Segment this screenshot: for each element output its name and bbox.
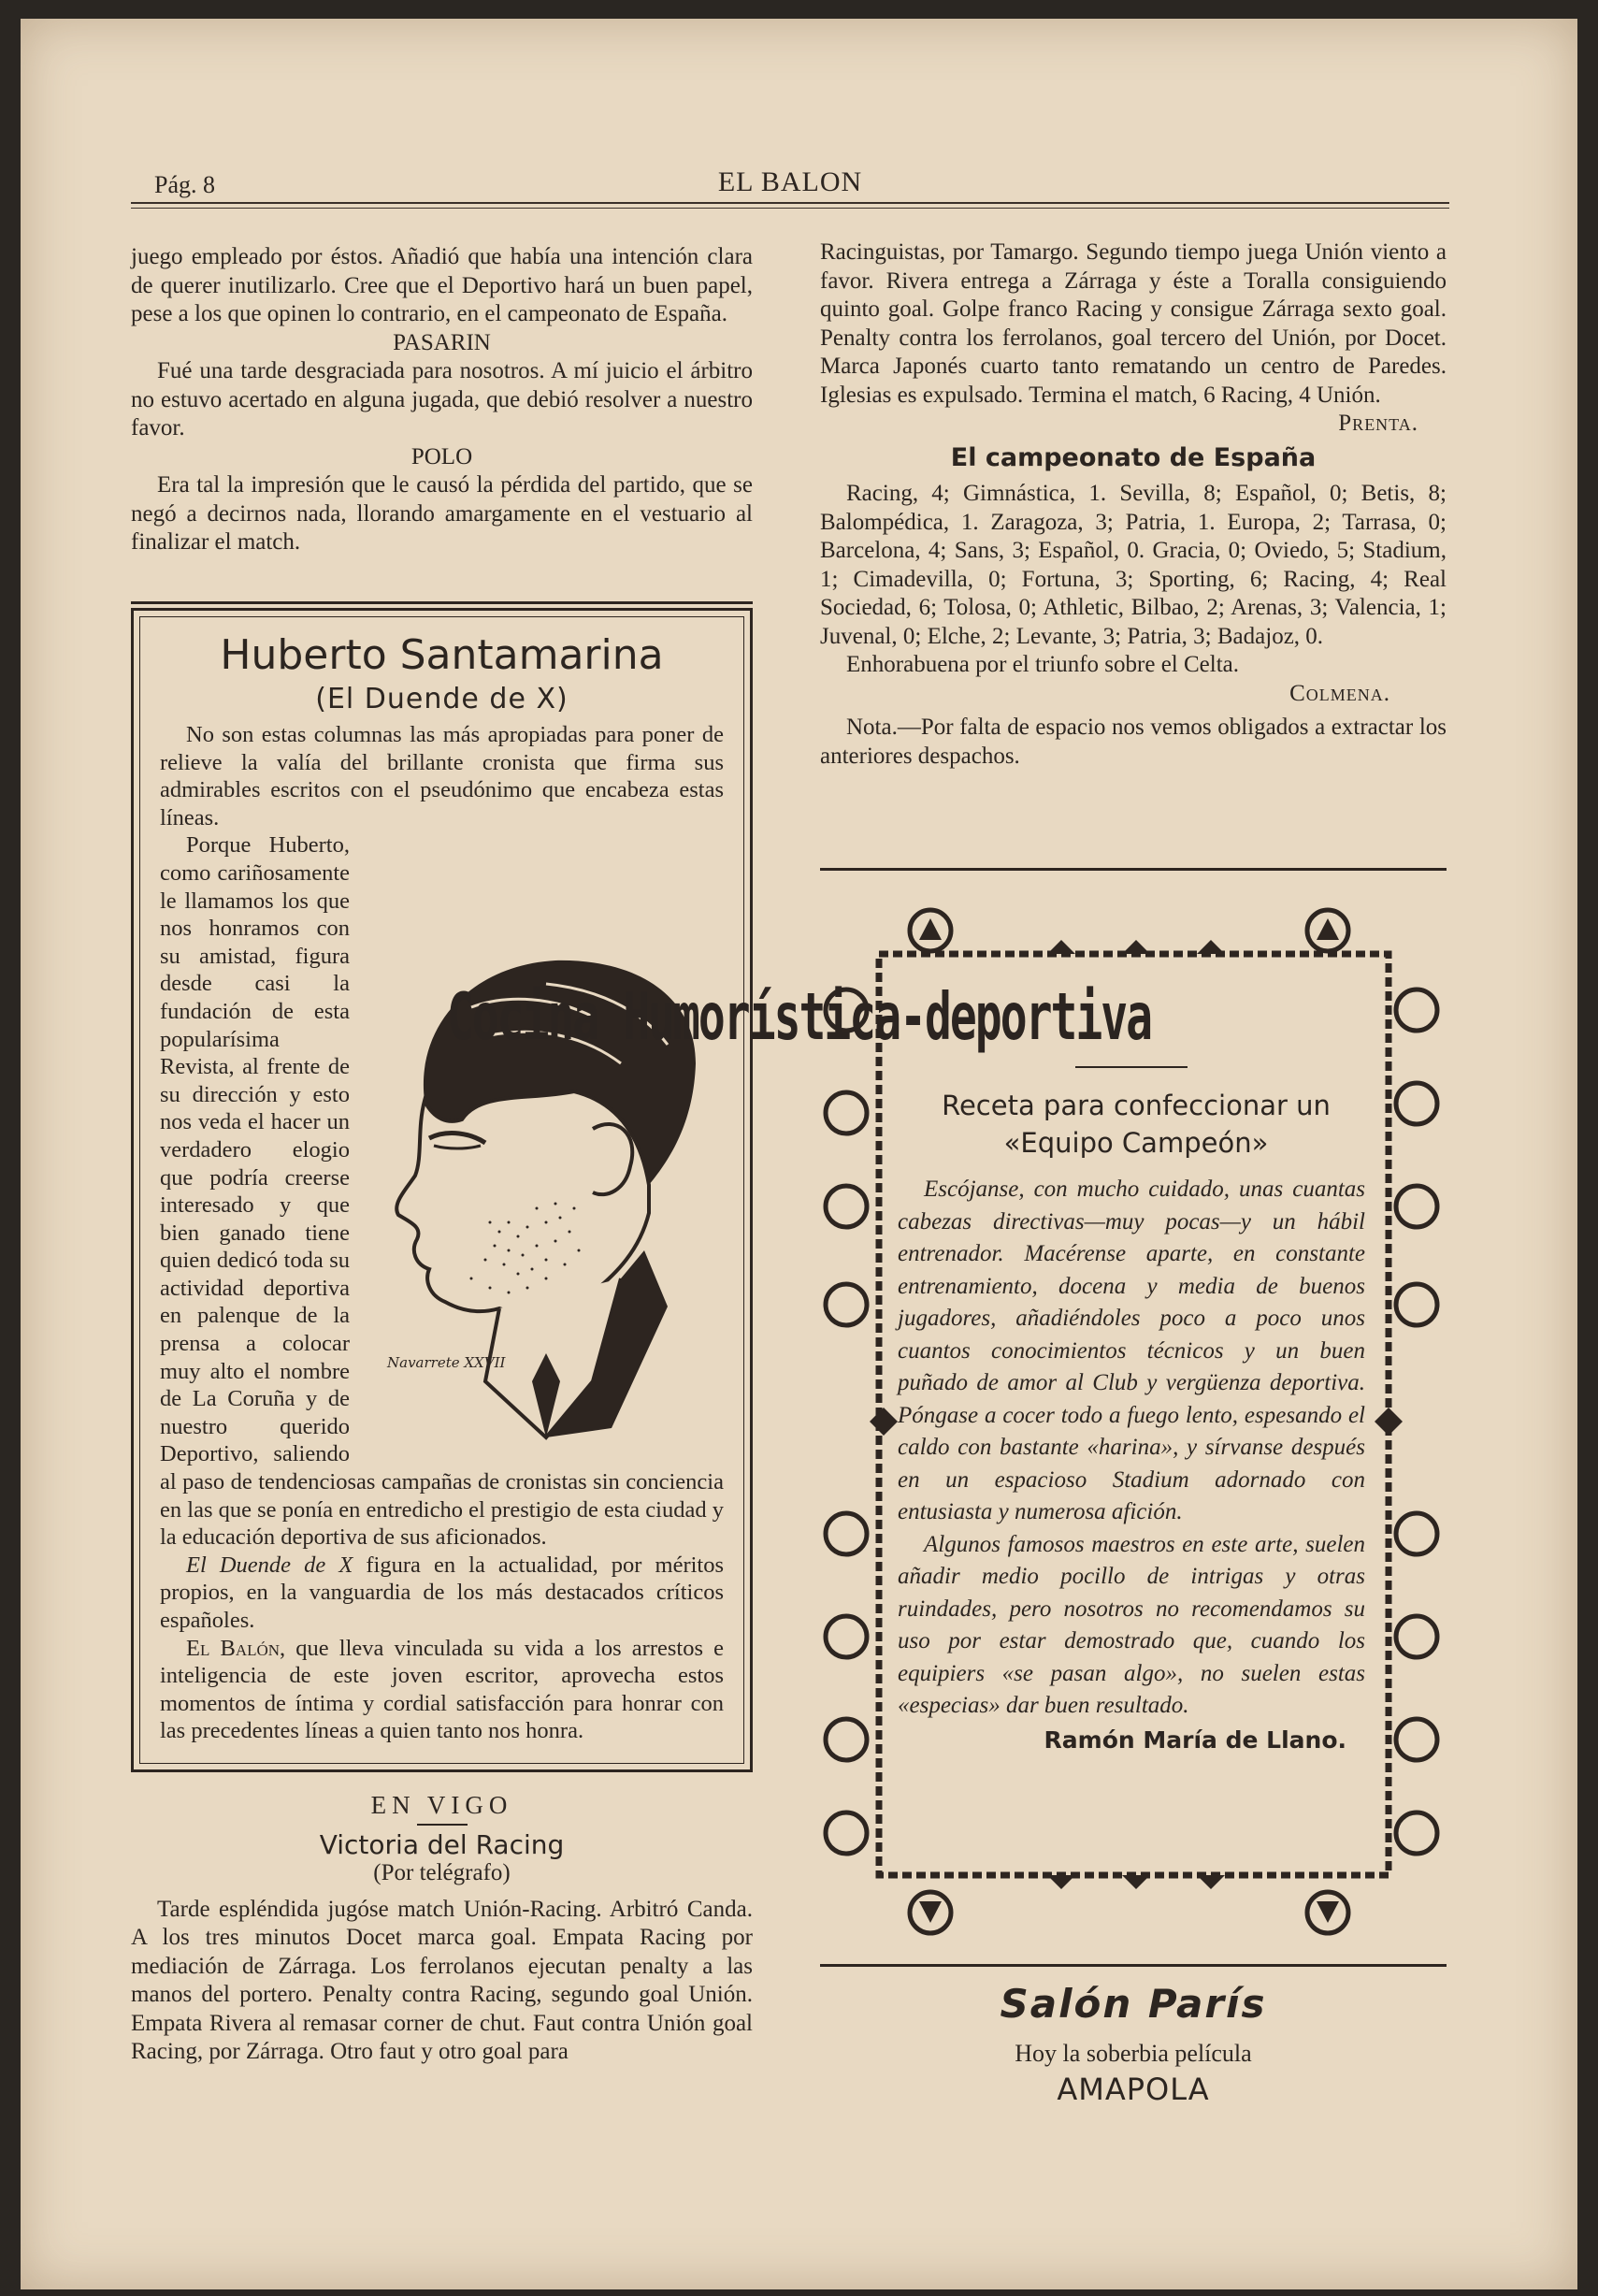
header-rule-2 xyxy=(131,208,1449,209)
cinema-ad xyxy=(820,1981,1447,2107)
right-column-top xyxy=(820,238,1447,771)
paragraph: Racinguistas, por Tamargo. Segundo tiempo juega Unión viento a favor. Rivera entrega a Zárraga y éste a Toralla consiguiendo quinto goal. Golpe franco Racing y consigue Zárraga sexto goal. Penalty contra los ferrolanos, goal tercero del Unión, por Docet. Marca Japonés cuarto tanto rematando un centro de Paredes. Iglesias es expulsado. Termina el match, 6 Racing, 4 Unión. xyxy=(820,239,1447,408)
header-rule xyxy=(131,202,1449,204)
paragraph: Enhorabuena por el triunfo sobre el Celta. xyxy=(846,652,1239,677)
paragraph xyxy=(160,1635,724,1745)
subhead-campeonato: El campeonato de España xyxy=(950,442,1317,472)
paragraph: Algunos famosos maestros en este arte, suelen añadir medio pocillo de intrigas y otras ruindades, pero nosotros no recomendamos su uso por estar demostrado que, cuando los equipiers «se pasan algo», no suelen estas «especias» dar buen resultado. xyxy=(898,1531,1365,1718)
section-rule xyxy=(820,868,1447,871)
recipe-subtitle-1: Receta para confeccionar un xyxy=(942,1090,1331,1121)
recipe-body xyxy=(898,1174,1365,1756)
left-column-top xyxy=(131,243,753,557)
paragraph xyxy=(160,1552,724,1635)
recipe-author: Ramón María de Llano. xyxy=(1044,1726,1346,1754)
recipe-title: Cocina Humorística-deportiva xyxy=(446,979,1152,1056)
signature: Prenta. xyxy=(1338,411,1418,436)
subhead-pasarin: PASARIN xyxy=(393,329,491,355)
page-number: Pág. 8 xyxy=(154,171,215,198)
recipe-subtitle-2: «Equipo Campeón» xyxy=(1003,1127,1269,1159)
film-title: AMAPOLA xyxy=(1057,2072,1210,2107)
cinema-name: Salón París xyxy=(1000,1981,1267,2027)
paragraph: Porque Huberto, como cariñosamente le llamamos los que nos honramos con su amistad, figura desde casi la fundación de esta popularísima Revista, al frente de su dirección y esto nos veda el hacer un verdadero elogio que podría creerse interesado y que bien ganado tiene quien dedicó toda su actividad deportiva en palenque de la prensa a colocar muy alto el nombre de La Coruña y de nuestro querido Deportivo, saliendo al paso de tendenciosas campañas de cronistas sin conciencia en las que se ponía en entredicho el prestigio de esta ciudad y la educación deportiva de sus aficionados. xyxy=(160,832,724,1551)
paragraph: Era tal la impresión que le causó la pérdida del partido, que se negó a decirnos nada, llorando amargamente en el vestuario al finalizar el match. xyxy=(131,472,753,555)
paragraph: Tarde espléndida jugóse match Unión-Racing. Arbitró Canda. A los tres minutos Docet marca goal. Empata Racing por mediación de Zárraga. Los ferrolanos ejecutan penalty a las manos del portero. Penalty contra Racing, segundo goal Unión. Empata Rivera al remasar corner de chut. Faut contra Unión goal Racing, por Zárraga. Otro faut y otro goal para xyxy=(131,1896,753,2064)
running-header xyxy=(131,166,1449,204)
profile-alias: (El Duende de X) xyxy=(315,683,569,715)
article-subtitle: (Por telégrafo) xyxy=(373,1860,511,1885)
section-rule xyxy=(131,601,753,604)
emphasis: El Duende de X xyxy=(186,1552,353,1578)
signature: Colmena. xyxy=(1289,680,1390,706)
paragraph: Fué una tarde desgraciada para nosotros. A mí juicio el árbitro no estuvo acertado en alguna jugada, que debió resolver a nuestro favor. xyxy=(131,358,753,440)
title-ornament xyxy=(1075,1066,1188,1068)
emphasis: El Balón, xyxy=(186,1635,286,1661)
paragraph: juego empleado por éstos. Añadió que había una intención clara de querer inutilizarlo. Cree que el Deportivo hará un buen papel, pese a los que opinen lo contrario, en el campeonato de España. xyxy=(131,244,753,326)
paragraph: No son estas columnas las más apropiadas para poner de relieve la valía del brillante cronista que firma sus admirables escritos con el pseudónimo que encabeza estas líneas. xyxy=(160,722,724,830)
profile-name: Huberto Santamarina xyxy=(220,631,664,679)
section-rule xyxy=(820,1964,1447,1967)
subhead-polo: POLO xyxy=(410,443,473,469)
section-title: EN VIGO xyxy=(370,1791,513,1819)
caricature-signature: Navarrete XXVII xyxy=(387,1354,506,1372)
paragraph: Racing, 4; Gimnástica, 1. Sevilla, 8; Español, 0; Betis, 8; Balompédica, 1. Zaragoza, 3; Patria, 1. Europa, 2; Tarrasa, 0; Barcelona, 4; Sans, 3; Español, 0. Gracia, 0; Oviedo, 5; Stadium, 1; Cimadevilla, 0; Fortuna, 3; Sporting, 6; Racing, 4; Real Sociedad, 6; Tolosa, 0; Athletic, Bilbao, 2; Arenas, 3; Valencia, 1; Juvenal, 0; Elche, 2; Levante, 3; Patria, 3; Badajoz, 0. xyxy=(820,481,1447,649)
short-rule xyxy=(417,1824,468,1826)
text: que lleva vinculada su vida a los arrestos e inteligencia de este joven escritor, aprovecha estos momentos de íntima y cordial satisfacción para honrar con las precedentes líneas a quien tanto nos honra. xyxy=(160,1635,724,1744)
text: figura en la actualidad, por méritos propios, en la vanguardia de los más destacados críticos españoles. xyxy=(160,1552,725,1633)
article-headline: Victoria del Racing xyxy=(319,1828,565,1860)
paragraph: Escójanse, con mucho cuidado, unas cuantas cabezas directivas—muy pocas—y un hábil entrenador. Macérense aparte, en constante entrenamiento, docena y media de buenos jugadores, añadiéndoles poco a poco unos cuantos conocimientos técnicos y un buen puñado de amor al Club y vergüenza deportiva. Póngase a cocer todo a fuego lento, espesando el caldo con bastante «harina», y sírvanse después en un espacioso Stadium adornado con entusiasta y numerosa afición. xyxy=(898,1177,1365,1524)
paragraph: Nota.—Por falta de espacio nos vemos obligados a extractar los anteriores despachos. xyxy=(820,715,1447,769)
masthead-title: EL BALON xyxy=(717,166,863,197)
ad-line: Hoy la soberbia película xyxy=(1015,2040,1252,2067)
vigo-article xyxy=(131,1791,753,2067)
profile-box xyxy=(131,608,753,1772)
